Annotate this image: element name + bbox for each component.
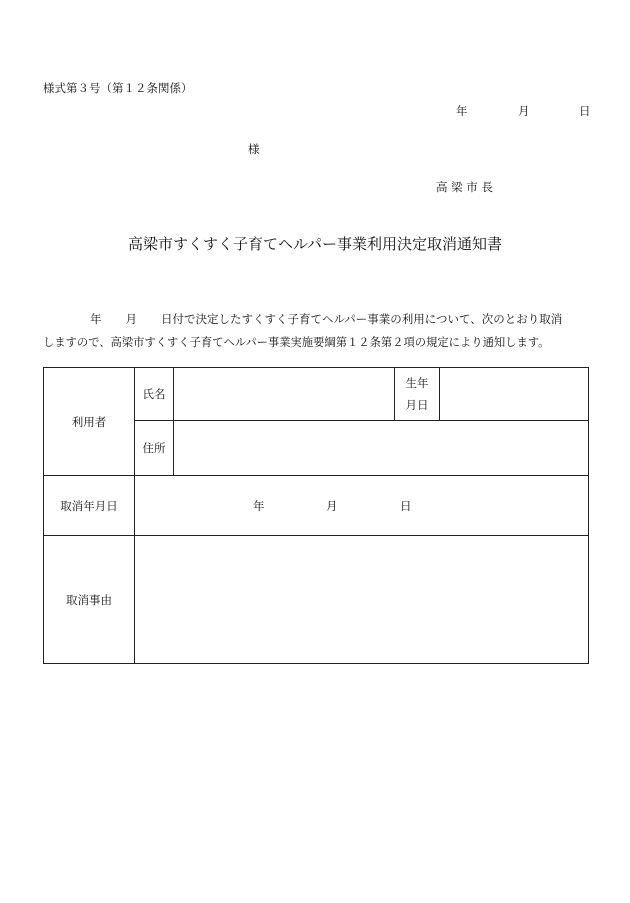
body-line-2: しますので、高梁市すくすく子育てヘルパー事業実施要綱第１２条第２項の規定により通知します。 [43,336,550,349]
cancel-date-month: 月 [326,499,338,513]
reason-label: 取消事由 [44,536,135,664]
cancel-date-field[interactable] [135,476,589,536]
cancellation-form-table [43,367,589,664]
birth-label-line-1: 生年 [405,376,429,390]
issue-date-month: 月 [518,104,530,118]
reason-field[interactable] [135,536,589,664]
cancel-date-day: 日 [400,499,412,513]
address-label: 住所 [135,421,174,476]
document-title: 高梁市すくすく子育てヘルパー事業利用決定取消通知書 [128,235,502,253]
cancel-date-year: 年 [253,499,265,513]
birth-label-line-2: 月日 [405,398,429,412]
row-reason [44,536,589,664]
body-line-1-text: 日付で決定したすくすく子育てヘルパー事業の利用について、次のとおり取消 [161,312,563,326]
address-field[interactable] [174,421,589,476]
form-number: 様式第３号（第１２条関係） [43,81,193,95]
cancel-date-label: 取消年月日 [44,476,135,536]
user-label: 利用者 [44,368,135,476]
birth-date-field[interactable] [440,368,589,421]
body-year: 年 [90,312,102,326]
name-field[interactable] [174,368,395,421]
issue-date-day: 日 [579,104,591,118]
issue-date-year: 年 [456,104,468,118]
row-name [44,368,589,421]
issuer-name: 高 梁 市 長 [436,180,493,194]
body-month: 月 [125,312,137,326]
body-line-1 [43,307,562,331]
birth-date-label [395,368,440,421]
recipient-suffix: 様 [248,142,260,156]
row-cancel-date [44,476,589,536]
name-label: 氏名 [135,368,174,421]
